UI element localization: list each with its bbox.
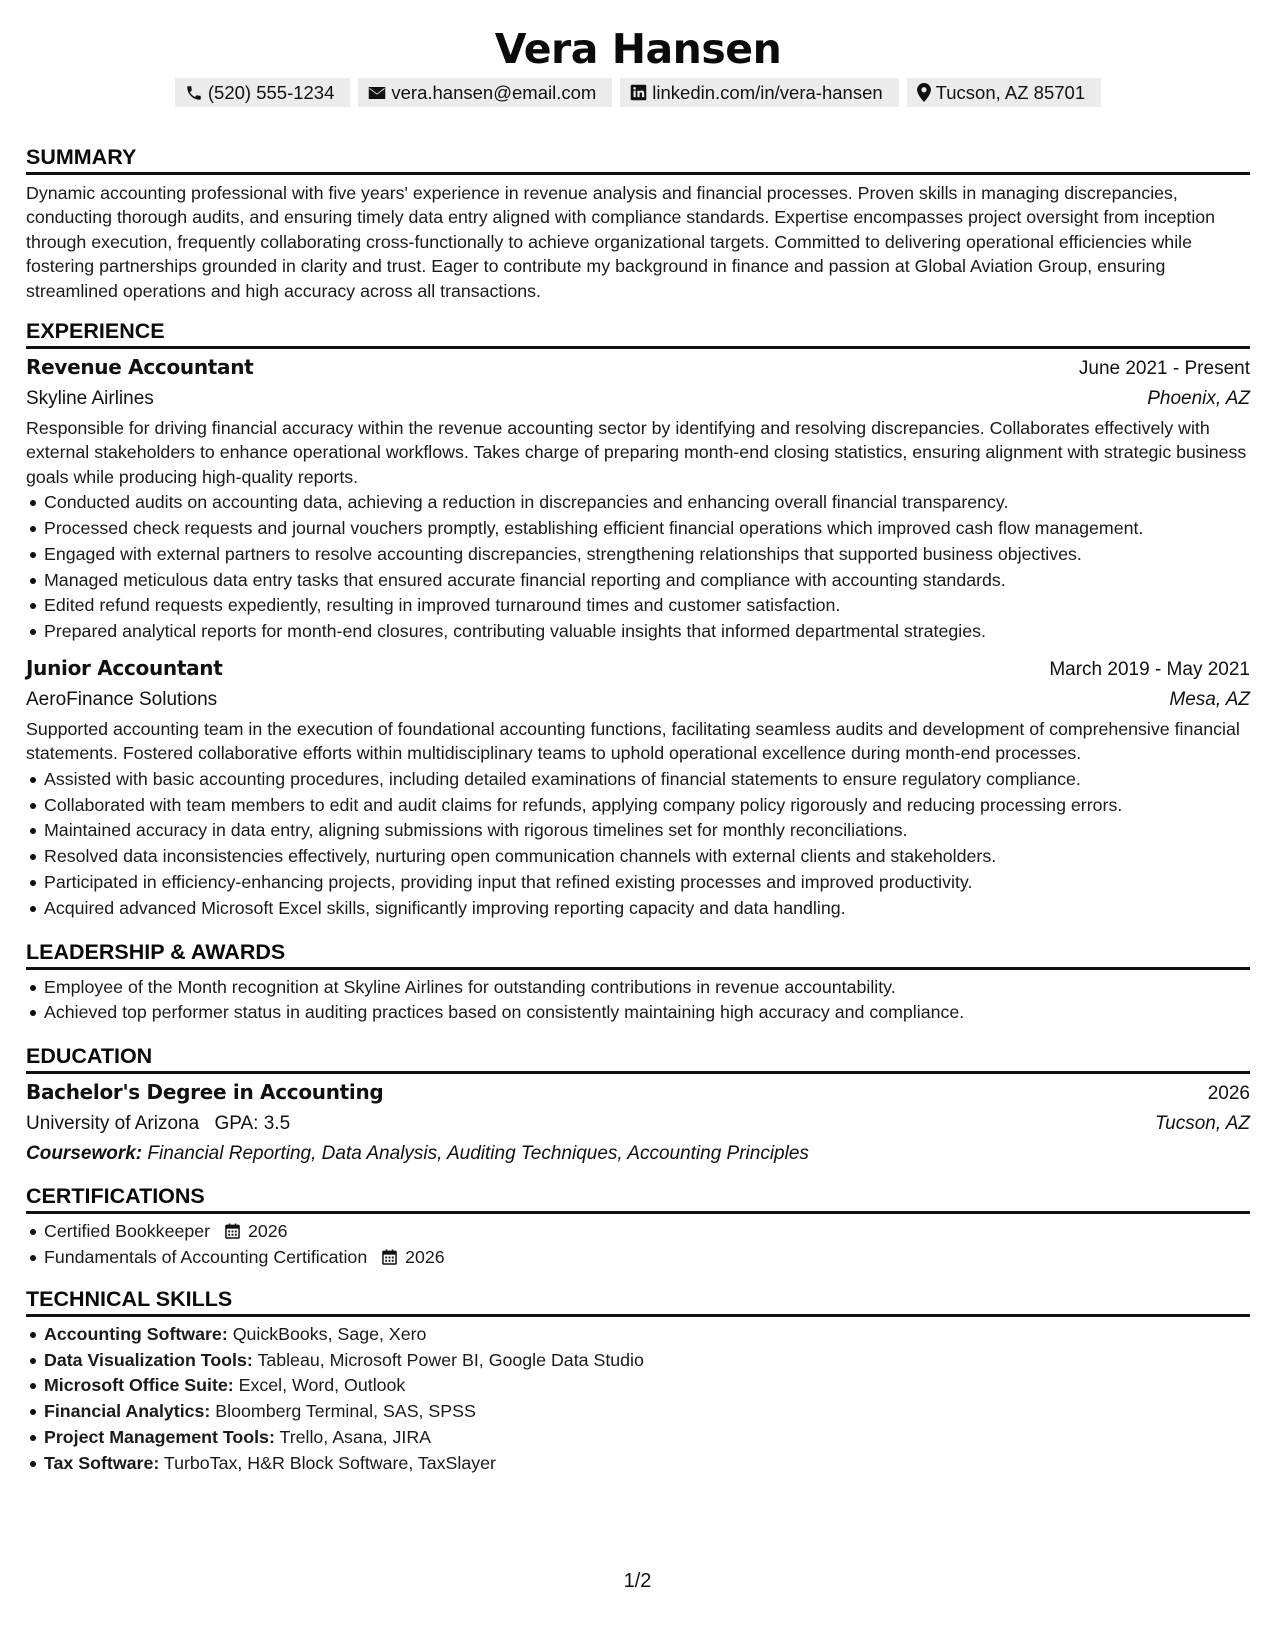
certifications-list (26, 1219, 1250, 1271)
gpa: GPA: 3.5 (214, 1113, 291, 1135)
list-item (26, 1348, 1250, 1374)
section-title: CERTIFICATIONS (26, 1182, 1250, 1214)
section-title: SUMMARY (26, 143, 1250, 175)
skills-list (26, 1322, 1250, 1477)
job-dates: March 2019 - May 2021 (1049, 659, 1250, 681)
skill-category: Project Management Tools: (44, 1427, 275, 1447)
coursework-list: Financial Reporting, Data Analysis, Auditing Techniques, Accounting Principles (147, 1143, 809, 1165)
skill-category: Accounting Software: (44, 1323, 228, 1344)
contact-phone[interactable] (175, 78, 351, 107)
contact-location (907, 78, 1101, 107)
job-title: Junior Accountant (26, 656, 223, 681)
school-location: Tucson, AZ (1154, 1113, 1250, 1135)
list-item: Participated in efficiency-enhancing projects, providing input that refined existing processes and improved productivity. (26, 870, 1250, 896)
skill-category: Tax Software: (44, 1452, 160, 1473)
cert-year: 2026 (405, 1247, 445, 1268)
list-item: Edited refund requests expediently, resulting in improved turnaround times and customer satisfaction. (26, 593, 1250, 619)
cert-name: Certified Bookkeeper (44, 1221, 211, 1242)
job-description: Supported accounting team in the execution of foundational accounting functions, facilitating seamless audits and development of comprehensive financial statements. Fostered collaborative efforts within multidisciplinary teams to uphold operational excellence during month-end processes. (26, 719, 1240, 764)
job-bullets (26, 767, 1250, 922)
list-item (26, 1322, 1250, 1348)
graduation-year: 2026 (1207, 1083, 1250, 1105)
school-name: University of Arizona (26, 1113, 200, 1135)
degree-title: Bachelor's Degree in Accounting (26, 1080, 384, 1105)
list-item (26, 1373, 1250, 1399)
certifications-section (26, 1182, 1250, 1271)
list-item: Processed check requests and journal vouchers promptly, establishing efficient financial operations which improved cash flow management. (26, 516, 1250, 542)
list-item: Assisted with basic accounting procedures, including detailed examinations of financial statements to ensure regulatory compliance. (26, 767, 1250, 793)
job-dates: June 2021 - Present (1078, 358, 1250, 380)
list-item: Achieved top performer status in auditing practices based on consistently maintaining high accuracy and compliance. (26, 1000, 1250, 1026)
section-title: LEADERSHIP & AWARDS (26, 938, 1250, 970)
job-title: Revenue Accountant (26, 355, 254, 380)
summary-section (26, 143, 1250, 303)
section-title: EXPERIENCE (26, 317, 1250, 349)
education-section (26, 1042, 1250, 1169)
list-item: Maintained accuracy in data entry, aligning submissions with rigorous timelines set for monthly reconciliations. (26, 818, 1250, 844)
summary-text: Dynamic accounting professional with five years' experience in revenue analysis and financial processes. Proven skills in managing discrepancies, conducting thorough audits, and ensuring timely data entry aligned with compliance standards. Expertise encompasses project oversight from inception through execution, frequently collaborating cross-functionally to achieve organizational targets. Committed to delivering operational efficiencies while fostering partnerships grounded in clarity and trust. Eager to contribute my background in finance and passion at Global Aviation Group, ensuring streamlined operations and high accuracy across all transactions. (26, 183, 1216, 301)
list-item: Prepared analytical reports for month-end closures, contributing valuable insights that informed departmental strategies. (26, 619, 1250, 645)
list-item: Acquired advanced Microsoft Excel skills, significantly improving reporting capacity and data handling. (26, 896, 1250, 922)
skill-category: Financial Analytics: (44, 1401, 211, 1422)
phone-icon (185, 84, 203, 102)
page-number: 1/2 (623, 1570, 652, 1592)
skill-category: Data Visualization Tools: (44, 1349, 253, 1370)
resume-page (26, 24, 1250, 1477)
email-text: vera.hansen@email.com (391, 81, 597, 103)
contact-info-row (26, 78, 1250, 107)
list-item: Resolved data inconsistencies effectively, nurturing open communication channels with external clients and stakeholders. (26, 844, 1250, 870)
contact-linkedin[interactable] (620, 78, 898, 107)
candidate-name: Vera Hansen (494, 25, 782, 73)
cert-name: Fundamentals of Accounting Certification (44, 1247, 368, 1268)
skill-values: QuickBooks, Sage, Xero (232, 1323, 427, 1344)
skill-values: Bloomberg Terminal, SAS, SPSS (215, 1401, 476, 1422)
calendar-icon (225, 1223, 240, 1239)
job-bullets (26, 490, 1250, 645)
skill-values: Tableau, Microsoft Power BI, Google Data Studio (257, 1349, 644, 1370)
phone-text: (520) 555-1234 (207, 81, 335, 103)
location-text: Tucson, AZ 85701 (935, 81, 1086, 103)
linkedin-text: linkedin.com/in/vera-hansen (652, 81, 883, 103)
contact-email[interactable] (358, 78, 612, 107)
list-item: Collaborated with team members to edit and audit claims for refunds, applying company policy rigorously and reducing processing errors. (26, 793, 1250, 819)
skill-values: TurboTax, H&R Block Software, TaxSlayer (163, 1452, 496, 1473)
coursework (26, 1139, 1250, 1169)
section-title: EDUCATION (26, 1042, 1250, 1074)
calendar-icon (382, 1249, 397, 1265)
coursework-label: Coursework: (26, 1143, 143, 1165)
experience-section (26, 317, 1250, 922)
leadership-bullets (26, 975, 1250, 1027)
company-name: AeroFinance Solutions (26, 689, 218, 711)
list-item: Engaged with external partners to resolve accounting discrepancies, strengthening relationships that supported business objectives. (26, 542, 1250, 568)
job-location: Phoenix, AZ (1147, 388, 1250, 410)
list-item (26, 1245, 1250, 1271)
list-item (26, 1451, 1250, 1477)
section-title: TECHNICAL SKILLS (26, 1285, 1250, 1317)
skills-section (26, 1285, 1250, 1477)
skill-values: Trello, Asana, JIRA (279, 1427, 432, 1447)
cert-year: 2026 (247, 1221, 288, 1242)
job-entry (26, 352, 1250, 645)
list-item (26, 1219, 1250, 1245)
list-item: Managed meticulous data entry tasks that ensured accurate financial reporting and compliance with accounting standards. (26, 568, 1250, 594)
envelope-icon (368, 86, 386, 100)
map-pin-icon (917, 83, 931, 102)
list-item (26, 1425, 1250, 1451)
company-name: Skyline Airlines (26, 388, 154, 410)
job-description: Responsible for driving financial accuracy within the revenue accounting sector by identifying and resolving discrepancies. Collaborates effectively with external stakeholders to enhance operational workflows. Takes charge of preparing month-end closing statistics, ensuring alignment with strategic business goals while producing high-quality reports. (26, 418, 1247, 487)
job-location: Mesa, AZ (1169, 689, 1250, 711)
skill-category: Microsoft Office Suite: (44, 1375, 234, 1396)
list-item: Conducted audits on accounting data, achieving a reduction in discrepancies and enhancing overall financial transparency. (26, 490, 1250, 516)
linkedin-icon (630, 84, 647, 101)
leadership-section (26, 938, 1250, 1027)
job-entry (26, 653, 1250, 922)
list-item (26, 1399, 1250, 1425)
skill-values: Excel, Word, Outlook (238, 1375, 406, 1396)
list-item: Employee of the Month recognition at Skyline Airlines for outstanding contributions in revenue accountability. (26, 975, 1250, 1001)
